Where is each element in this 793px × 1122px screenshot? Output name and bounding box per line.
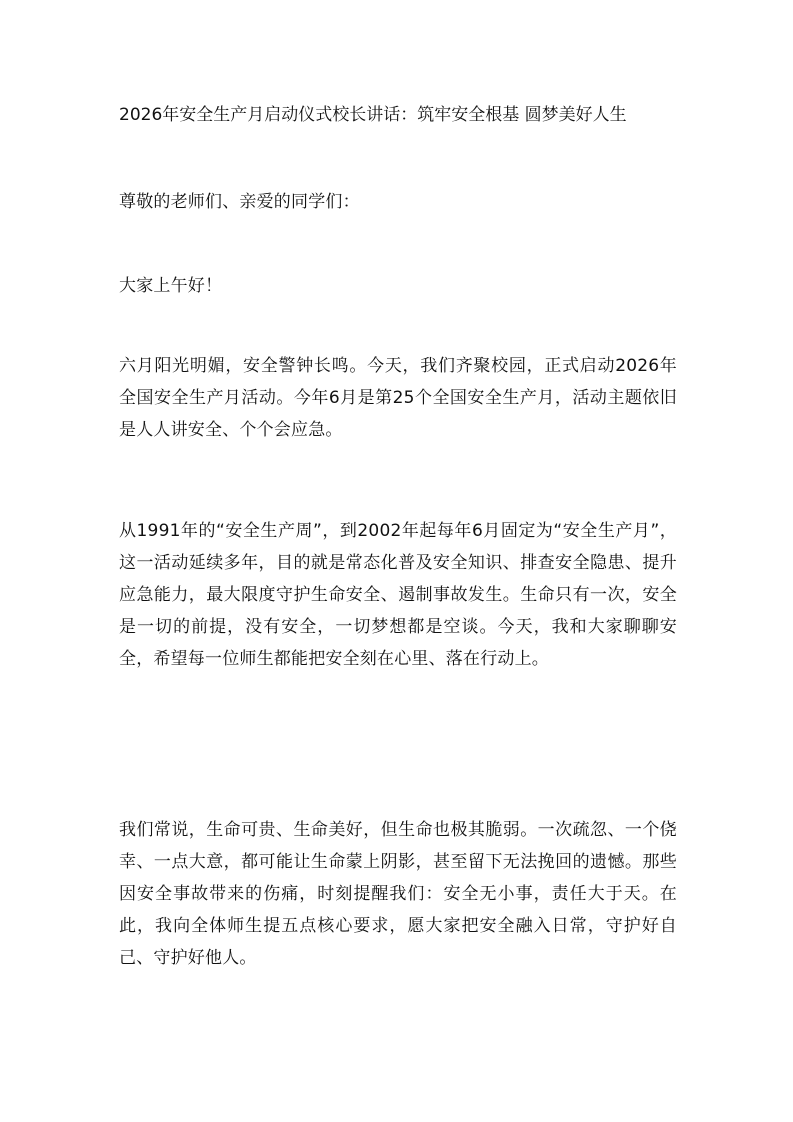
greeting-line: 尊敬的老师们、亲爱的同学们： — [119, 192, 360, 212]
document-title: 2026年安全生产月启动仪式校长讲话：筑牢安全根基 圆梦美好人生 — [119, 105, 627, 125]
paragraph-1: 六月阳光明媚，安全警钟长鸣。今天，我们齐聚校园，正式启动2026年全国安全生产月活动。今年6月是第25个全国安全生产月，活动主题依旧是人人讲安全、个个会应急。 — [119, 356, 677, 440]
paragraph-2: 从1991年的“安全生产周”，到2002年起每年6月固定为“安全生产月”，这一活动延续多年，目的就是常态化普及安全知识、排查安全隐患、提升应急能力，最大限度守护生命安全、遏制事故发生。生命只有一次，安全是一切的前提，没有安全，一切梦想都是空谈。今天，我和大家聊聊安全，希望每一位师生都能把安全刻在心里、落在行动上。 — [119, 521, 677, 669]
salutation-line: 大家上午好！ — [119, 276, 223, 296]
paragraph-3: 我们常说，生命可贵、生命美好，但生命也极其脆弱。一次疏忽、一个侥幸、一点大意，都可能让生命蒙上阴影，甚至留下无法挽回的遗憾。那些因安全事故带来的伤痛，时刻提醒我们：安全无小事，责任大于天。在此，我向全体师生提五点核心要求，愿大家把安全融入日常，守护好自己、守护好他人。 — [119, 820, 677, 968]
